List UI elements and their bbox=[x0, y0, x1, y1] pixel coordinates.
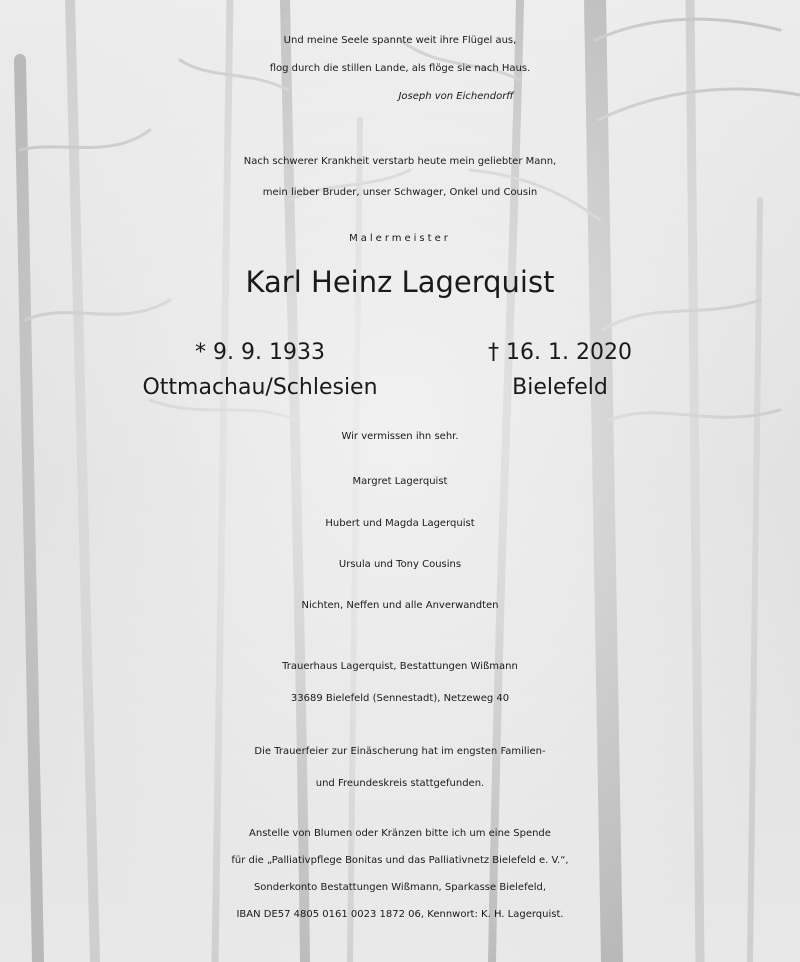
birth-date: * 9. 9. 1933 bbox=[195, 340, 325, 365]
ceremony-line-1: Die Trauerfeier zur Einäscherung hat im engsten Familien- bbox=[254, 746, 546, 757]
address-line-2: 33689 Bielefeld (Sennestadt), Netzeweg 40 bbox=[290, 693, 510, 704]
death-date: † 16. 1. 2020 bbox=[488, 340, 632, 365]
mourner-item: Margret Lagerquist bbox=[352, 476, 448, 487]
intro-line-1: Nach schwerer Krankheit verstarb heute mein geliebter Mann, bbox=[243, 156, 557, 167]
quote-author: Joseph von Eichendorff bbox=[398, 91, 514, 102]
mourner-item: Nichten, Neffen und alle Anverwandten bbox=[301, 600, 499, 611]
ceremony-line-2: und Freundeskreis stattgefunden. bbox=[315, 778, 485, 789]
miss-text: Wir vermissen ihn sehr. bbox=[341, 431, 459, 442]
donation-line-1: Anstelle von Blumen oder Kränzen bitte ich um eine Spende bbox=[249, 828, 551, 839]
donation-line-2: für die „Palliativpflege Bonitas und das Palliativnetz Bielefeld e. V.“, bbox=[231, 855, 569, 866]
deceased-profession: Malermeister bbox=[349, 233, 451, 244]
birth-place: Ottmachau/Schlesien bbox=[142, 375, 378, 400]
quote-line-2: flog durch die stillen Lande, als flöge sie nach Haus. bbox=[269, 63, 531, 74]
deceased-name: Karl Heinz Lagerquist bbox=[245, 265, 555, 299]
donation-line-4: IBAN DE57 4805 0161 0023 1872 06, Kennwort: K. H. Lagerquist. bbox=[236, 909, 564, 920]
intro-line-2: mein lieber Bruder, unser Schwager, Onkel und Cousin bbox=[262, 187, 538, 198]
mourner-item: Hubert und Magda Lagerquist bbox=[325, 518, 475, 529]
death-place: Bielefeld bbox=[512, 375, 608, 400]
mourner-item: Ursula und Tony Cousins bbox=[338, 559, 462, 570]
donation-line-3: Sonderkonto Bestattungen Wißmann, Sparkasse Bielefeld, bbox=[253, 882, 547, 893]
address-line-1: Trauerhaus Lagerquist, Bestattungen Wißmann bbox=[282, 661, 518, 672]
quote-line-1: Und meine Seele spannte weit ihre Flügel aus, bbox=[283, 35, 517, 46]
